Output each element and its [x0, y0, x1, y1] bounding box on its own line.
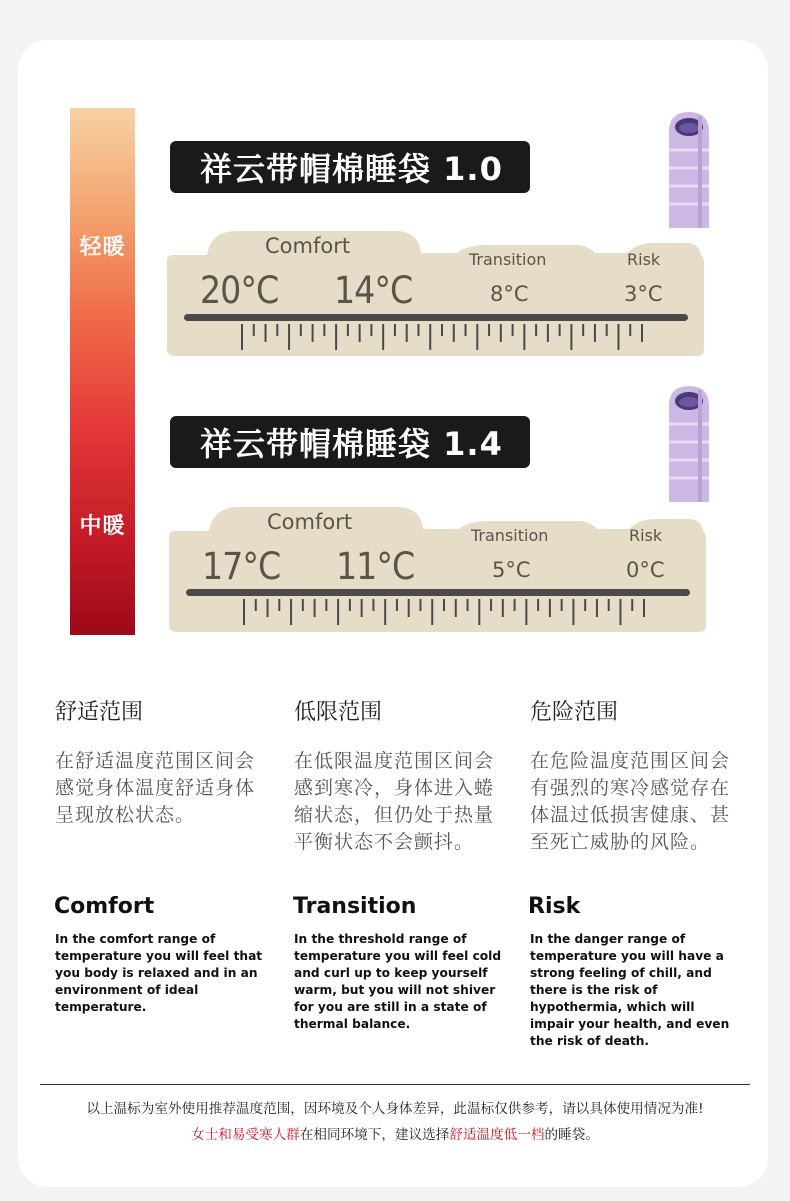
risk-desc-cn: 在危险温度范围区间会有强烈的寒冷感觉存在体温过低损害健康、甚至死亡威胁的风险。	[530, 750, 731, 853]
comfort-low-temp: 14°C	[334, 269, 413, 312]
transition-desc-cn: 在低限温度范围区间会感到寒冷，身体进入蜷缩状态，但仍处于热量平衡状态不会颤抖。	[294, 750, 495, 853]
risk-temp: 3°C	[624, 282, 663, 306]
disclaimer-note: 以上温标为室外使用推荐温度范围，因环境及个人身体差异，此温标仅供参考，请以具体使用情况为准!	[86, 1101, 704, 1117]
risk-label: Risk	[627, 250, 661, 269]
warmth-gradient-bar	[70, 108, 135, 635]
comfort-column-cn	[55, 695, 265, 829]
note-highlight-group: 女士和易受寒人群	[191, 1127, 300, 1143]
transition-label: Transition	[469, 250, 547, 269]
comfort-low-temp: 11°C	[336, 545, 415, 588]
risk-label: Risk	[629, 526, 663, 545]
note-text-mid: 在相同环境下，建议选择	[299, 1127, 450, 1143]
product-title-2: 祥云带帽棉睡袋 1.4	[170, 416, 530, 468]
level-label-light: 轻暖	[79, 235, 126, 260]
transition-column-cn	[294, 695, 504, 856]
comfort-label: Comfort	[267, 510, 353, 534]
transition-desc-en: In the threshold range of temperature you will feel cold and curl up to keep yourself warm, but you will not shiver for you are still in a state of thermal balance.	[294, 932, 502, 1031]
comfort-title-cn: 舒适范围	[55, 700, 144, 725]
sleeping-bag-icon	[667, 384, 711, 504]
risk-desc-en: In the danger range of temperature you will have a strong feeling of chill, and there is the risk of hypothermia, which will impair your health, and even the risk of death.	[530, 932, 730, 1048]
temperature-rating-panel-2	[169, 505, 709, 635]
risk-title-en: Risk	[528, 894, 581, 919]
comfort-title-en: Comfort	[54, 894, 155, 919]
comfort-desc-en: In the comfort range of temperature you will feel that you body is relaxed and in an environment of ideal temperature.	[55, 932, 263, 1014]
note-text-end: 的睡袋。	[544, 1127, 599, 1143]
transition-temp: 8°C	[490, 282, 529, 306]
product-title-1: 祥云带帽棉睡袋 1.0	[170, 141, 530, 193]
transition-temp: 5°C	[492, 558, 531, 582]
comfort-high-temp: 17°C	[202, 545, 281, 588]
comfort-desc-cn: 在舒适温度范围区间会感觉身体温度舒适身体呈现放松状态。	[55, 750, 256, 826]
note-highlight-advice: 舒适温度低一档	[449, 1127, 545, 1143]
sleeping-bag-icon	[667, 110, 711, 230]
transition-title-cn: 低限范围	[294, 700, 383, 725]
transition-title-en: Transition	[293, 894, 417, 919]
risk-title-cn: 危险范围	[530, 700, 619, 725]
recommendation-note	[0, 1123, 790, 1143]
risk-temp: 0°C	[626, 558, 665, 582]
footer-divider	[40, 1084, 750, 1085]
comfort-high-temp: 20°C	[200, 269, 279, 312]
comfort-label: Comfort	[265, 234, 351, 258]
level-label-medium: 中暖	[79, 514, 126, 539]
risk-column-cn	[530, 695, 740, 856]
temperature-rating-panel-1	[167, 229, 707, 359]
transition-label: Transition	[471, 526, 549, 545]
